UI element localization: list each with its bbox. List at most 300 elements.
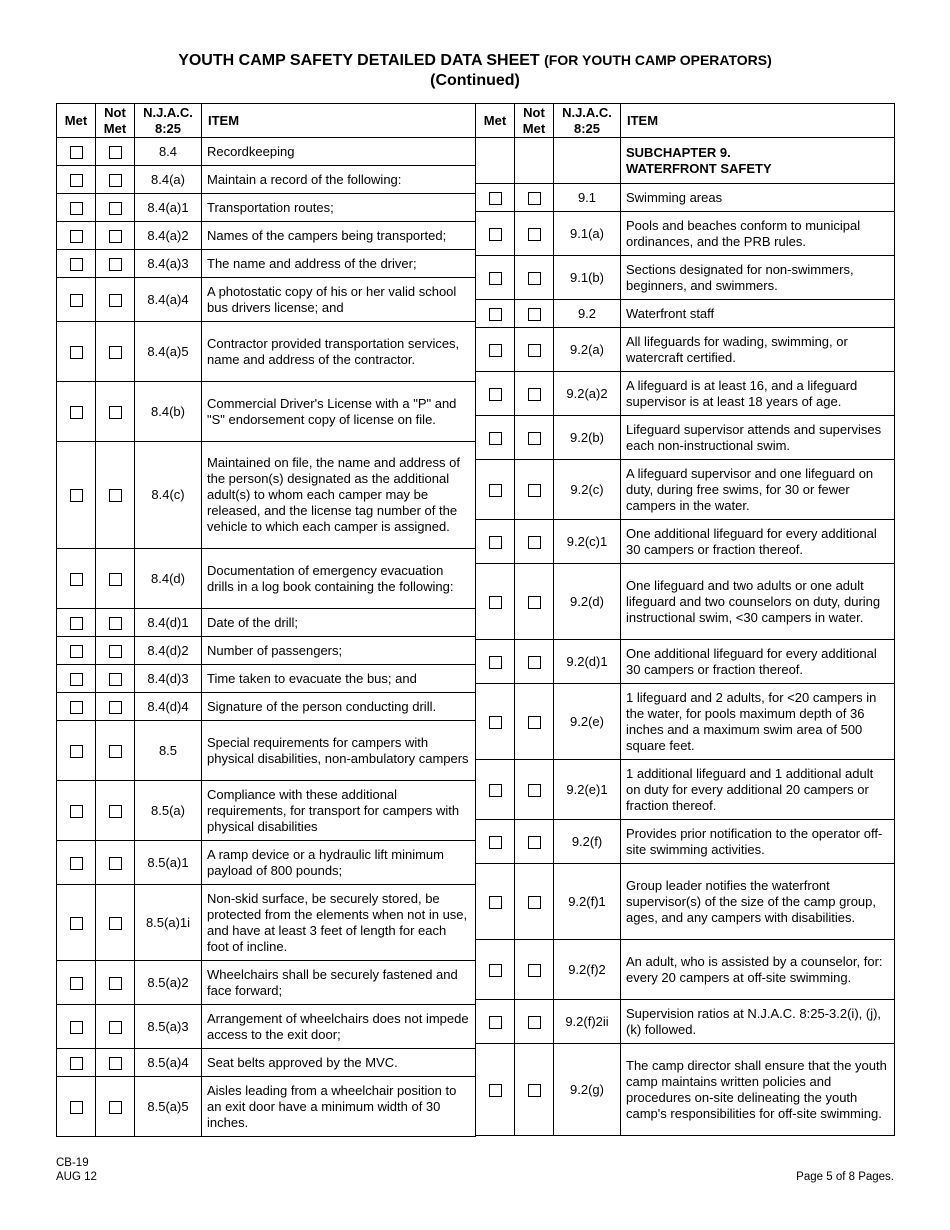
met-checkbox[interactable] (70, 1101, 83, 1114)
not-met-checkbox-cell (515, 184, 554, 212)
not-met-checkbox-cell (96, 1077, 135, 1137)
subchapter-heading (621, 138, 895, 184)
not-met-checkbox-cell (515, 760, 554, 820)
not-met-checkbox-cell (96, 278, 135, 322)
not-met-checkbox-cell (515, 564, 554, 640)
regulation-code: 9.2(f)2 (554, 940, 621, 1000)
item-description: One additional lifeguard for every additional 30 campers or fraction thereof. (621, 640, 895, 684)
met-checkbox-cell (476, 1044, 515, 1136)
met-checkbox[interactable] (70, 617, 83, 630)
met-checkbox-cell (476, 520, 515, 564)
not-met-checkbox-cell (515, 416, 554, 460)
subchapter-title: WATERFRONT SAFETY (626, 160, 772, 176)
item-description: 1 additional lifeguard and 1 additional adult on duty for every additional 20 campers or fraction thereof. (621, 760, 895, 820)
met-checkbox[interactable] (70, 406, 83, 419)
not-met-checkbox-cell (96, 637, 135, 665)
table-row (57, 961, 476, 1005)
regulation-code: 9.1(a) (554, 212, 621, 256)
not-met-checkbox-cell (515, 1044, 554, 1136)
regulation-code: 9.2(e) (554, 684, 621, 760)
not-met-checkbox-cell (515, 372, 554, 416)
item-description: The name and address of the driver; (202, 250, 476, 278)
met-checkbox-cell (476, 460, 515, 520)
met-checkbox-cell (476, 820, 515, 864)
not-met-checkbox[interactable] (528, 836, 541, 849)
item-description: Arrangement of wheelchairs does not impede access to the exit door; (202, 1005, 476, 1049)
item-description: Contractor provided transportation services, name and address of the contractor. (202, 322, 476, 382)
not-met-checkbox-cell (96, 138, 135, 166)
regulation-code: 8.4(d)3 (135, 665, 202, 693)
not-met-checkbox[interactable] (528, 344, 541, 357)
not-met-checkbox-cell (96, 442, 135, 549)
regulation-code: 9.2(a)2 (554, 372, 621, 416)
regulation-code: 8.4(c) (135, 442, 202, 549)
not-met-checkbox[interactable] (528, 784, 541, 797)
not-met-checkbox-cell (96, 609, 135, 637)
met-checkbox[interactable] (70, 745, 83, 758)
met-checkbox[interactable] (70, 673, 83, 686)
met-checkbox-cell (57, 549, 96, 609)
not-met-checkbox[interactable] (528, 716, 541, 729)
not-met-checkbox-cell (515, 328, 554, 372)
item-description: All lifeguards for wading, swimming, or watercraft certified. (621, 328, 895, 372)
met-checkbox-cell (57, 194, 96, 222)
not-met-checkbox-cell (96, 1049, 135, 1077)
item-description: Maintain a record of the following: (202, 166, 476, 194)
met-checkbox[interactable] (489, 228, 502, 241)
not-met-checkbox[interactable] (528, 536, 541, 549)
met-checkbox[interactable] (70, 917, 83, 930)
empty-cell (515, 138, 554, 184)
not-met-checkbox[interactable] (528, 656, 541, 669)
not-met-checkbox-cell (515, 212, 554, 256)
met-checkbox[interactable] (70, 857, 83, 870)
table-row (57, 609, 476, 637)
item-description: Group leader notifies the waterfront supervisor(s) of the size of the camp group, ages, and any campers with disabilities. (621, 864, 895, 940)
not-met-checkbox[interactable] (109, 573, 122, 586)
met-checkbox-cell (57, 138, 96, 166)
item-description: Seat belts approved by the MVC. (202, 1049, 476, 1077)
met-checkbox-cell (476, 940, 515, 1000)
item-description: A ramp device or a hydraulic lift minimum payload of 800 pounds; (202, 841, 476, 885)
not-met-checkbox[interactable] (109, 645, 122, 658)
not-met-checkbox-cell (515, 256, 554, 300)
regulation-code: 8.5(a)2 (135, 961, 202, 1005)
not-met-checkbox-cell (96, 322, 135, 382)
not-met-checkbox[interactable] (109, 346, 122, 359)
item-description: Aisles leading from a wheelchair position to an exit door have a minimum width of 30 inches. (202, 1077, 476, 1137)
not-met-checkbox[interactable] (528, 1084, 541, 1097)
regulation-code: 9.1 (554, 184, 621, 212)
right-table-body (476, 138, 895, 1136)
table-row (57, 693, 476, 721)
met-checkbox-cell (57, 222, 96, 250)
subchapter-heading-row (476, 138, 895, 184)
met-checkbox-cell (57, 961, 96, 1005)
table-row (476, 460, 895, 520)
regulation-code: 8.4(d)2 (135, 637, 202, 665)
not-met-checkbox[interactable] (528, 432, 541, 445)
not-met-checkbox[interactable] (109, 294, 122, 307)
met-checkbox[interactable] (489, 716, 502, 729)
item-description: Compliance with these additional requirements, for transport for campers with physical disabilities (202, 781, 476, 841)
regulation-code: 8.5(a)1i (135, 885, 202, 961)
met-checkbox-cell (476, 256, 515, 300)
met-checkbox[interactable] (489, 1084, 502, 1097)
not-met-checkbox[interactable] (109, 202, 122, 215)
empty-cell (476, 138, 515, 184)
table-row (476, 416, 895, 460)
not-met-checkbox[interactable] (109, 857, 122, 870)
table-row (476, 1044, 895, 1136)
met-checkbox[interactable] (70, 1021, 83, 1034)
met-checkbox-cell (57, 166, 96, 194)
met-checkbox-cell (476, 1000, 515, 1044)
met-checkbox[interactable] (70, 258, 83, 271)
item-description: The camp director shall ensure that the youth camp maintains written policies and procedures on-site delineating the youth camp's responsibilities for off-site swimming. (621, 1044, 895, 1136)
regulation-code: 9.2(f)1 (554, 864, 621, 940)
table-row (476, 300, 895, 328)
table-row (476, 940, 895, 1000)
met-checkbox[interactable] (70, 1057, 83, 1070)
not-met-checkbox[interactable] (109, 673, 122, 686)
not-met-checkbox[interactable] (109, 617, 122, 630)
not-met-checkbox-cell (515, 820, 554, 864)
met-checkbox[interactable] (70, 701, 83, 714)
regulation-code: 8.5 (135, 721, 202, 781)
table-row (57, 665, 476, 693)
met-checkbox-cell (57, 250, 96, 278)
item-description: Names of the campers being transported; (202, 222, 476, 250)
item-description: One additional lifeguard for every additional 30 campers or fraction thereof. (621, 520, 895, 564)
header-item: ITEM (202, 104, 476, 138)
met-checkbox[interactable] (489, 388, 502, 401)
met-checkbox-cell (57, 721, 96, 781)
met-checkbox-cell (57, 609, 96, 637)
right-checklist-table (475, 103, 895, 1136)
met-checkbox-cell (57, 637, 96, 665)
met-checkbox[interactable] (70, 977, 83, 990)
not-met-checkbox[interactable] (109, 917, 122, 930)
table-row (57, 549, 476, 609)
header-not-met: Not Met (515, 104, 554, 138)
table-row (476, 684, 895, 760)
not-met-checkbox-cell (515, 684, 554, 760)
not-met-checkbox-cell (96, 549, 135, 609)
regulation-code: 8.4(a)5 (135, 322, 202, 382)
left-header-row (57, 104, 476, 138)
header-met: Met (57, 104, 96, 138)
item-description: Recordkeeping (202, 138, 476, 166)
met-checkbox-cell (476, 300, 515, 328)
met-checkbox-cell (57, 885, 96, 961)
not-met-checkbox[interactable] (109, 1101, 122, 1114)
met-checkbox-cell (57, 665, 96, 693)
not-met-checkbox[interactable] (528, 896, 541, 909)
not-met-checkbox-cell (96, 885, 135, 961)
table-row (57, 637, 476, 665)
not-met-checkbox-cell (96, 222, 135, 250)
met-checkbox[interactable] (489, 964, 502, 977)
met-checkbox-cell (57, 781, 96, 841)
item-description: 1 lifeguard and 2 adults, for <20 campers in the water, for pools maximum depth of 36 inches and a maximum swim area of 500 square feet. (621, 684, 895, 760)
item-description: Number of passengers; (202, 637, 476, 665)
table-row (57, 1049, 476, 1077)
met-checkbox-cell (57, 1077, 96, 1137)
not-met-checkbox-cell (515, 300, 554, 328)
table-row (476, 212, 895, 256)
table-row (57, 278, 476, 322)
not-met-checkbox-cell (515, 864, 554, 940)
regulation-code: 9.2(e)1 (554, 760, 621, 820)
not-met-checkbox[interactable] (528, 272, 541, 285)
item-description: Swimming areas (621, 184, 895, 212)
not-met-checkbox[interactable] (109, 1057, 122, 1070)
regulation-code: 9.2 (554, 300, 621, 328)
met-checkbox[interactable] (489, 432, 502, 445)
met-checkbox[interactable] (70, 294, 83, 307)
table-row (476, 256, 895, 300)
item-description: A lifeguard supervisor and one lifeguard on duty, during free swims, for 30 or fewer campers in the water. (621, 460, 895, 520)
not-met-checkbox-cell (515, 1000, 554, 1044)
table-row (57, 1005, 476, 1049)
regulation-code: 9.2(a) (554, 328, 621, 372)
regulation-code: 9.2(c)1 (554, 520, 621, 564)
met-checkbox-cell (57, 1049, 96, 1077)
header-njac: N.J.A.C. 8:25 (554, 104, 621, 138)
table-row (476, 864, 895, 940)
met-checkbox[interactable] (70, 805, 83, 818)
met-checkbox-cell (57, 1005, 96, 1049)
not-met-checkbox[interactable] (528, 228, 541, 241)
header-njac: N.J.A.C. 8:25 (135, 104, 202, 138)
table-row (476, 372, 895, 416)
item-description: Maintained on file, the name and address of the person(s) designated as the additional adult(s) to whom each camper may be released, and the license tag number of the vehicle to which each camper is assigned. (202, 442, 476, 549)
not-met-checkbox-cell (96, 194, 135, 222)
table-row (476, 520, 895, 564)
header-met: Met (476, 104, 515, 138)
not-met-checkbox[interactable] (528, 1016, 541, 1029)
not-met-checkbox[interactable] (109, 174, 122, 187)
met-checkbox[interactable] (489, 344, 502, 357)
regulation-code: 8.5(a)3 (135, 1005, 202, 1049)
table-row (476, 328, 895, 372)
table-row (57, 166, 476, 194)
table-row (57, 1077, 476, 1137)
item-description: Time taken to evacuate the bus; and (202, 665, 476, 693)
not-met-checkbox-cell (515, 640, 554, 684)
regulation-code: 8.4(a) (135, 166, 202, 194)
right-header-row (476, 104, 895, 138)
page-title (0, 50, 950, 91)
item-description: Pools and beaches conform to municipal ordinances, and the PRB rules. (621, 212, 895, 256)
regulation-code: 8.5(a) (135, 781, 202, 841)
not-met-checkbox-cell (96, 382, 135, 442)
item-description: Sections designated for non-swimmers, beginners, and swimmers. (621, 256, 895, 300)
item-description: Provides prior notification to the operator off-site swimming activities. (621, 820, 895, 864)
not-met-checkbox[interactable] (109, 701, 122, 714)
item-description: Special requirements for campers with physical disabilities, non-ambulatory campers (202, 721, 476, 781)
not-met-checkbox[interactable] (109, 745, 122, 758)
regulation-code: 8.4(b) (135, 382, 202, 442)
regulation-code: 9.2(d) (554, 564, 621, 640)
not-met-checkbox[interactable] (109, 230, 122, 243)
met-checkbox[interactable] (489, 836, 502, 849)
not-met-checkbox[interactable] (109, 977, 122, 990)
met-checkbox-cell (57, 382, 96, 442)
left-checklist-table (56, 103, 476, 1137)
met-checkbox[interactable] (489, 896, 502, 909)
regulation-code: 9.2(c) (554, 460, 621, 520)
table-row (476, 564, 895, 640)
met-checkbox-cell (57, 693, 96, 721)
regulation-code: 9.2(d)1 (554, 640, 621, 684)
title-paren: (FOR YOUTH CAMP OPERATORS) (544, 52, 772, 68)
item-description: A photostatic copy of his or her valid school bus drivers license; and (202, 278, 476, 322)
table-row (476, 1000, 895, 1044)
table-row (57, 194, 476, 222)
met-checkbox[interactable] (489, 484, 502, 497)
item-description: Date of the drill; (202, 609, 476, 637)
met-checkbox[interactable] (489, 784, 502, 797)
met-checkbox-cell (476, 212, 515, 256)
not-met-checkbox-cell (96, 166, 135, 194)
met-checkbox-cell (476, 640, 515, 684)
met-checkbox[interactable] (70, 174, 83, 187)
not-met-checkbox[interactable] (109, 258, 122, 271)
item-description: Transportation routes; (202, 194, 476, 222)
met-checkbox[interactable] (70, 146, 83, 159)
item-description: Non-skid surface, be securely stored, be protected from the elements when not in use, and have at least 3 feet of length for each foot of incline. (202, 885, 476, 961)
met-checkbox[interactable] (70, 346, 83, 359)
item-description: Wheelchairs shall be securely fastened and face forward; (202, 961, 476, 1005)
not-met-checkbox[interactable] (528, 388, 541, 401)
not-met-checkbox-cell (96, 781, 135, 841)
not-met-checkbox[interactable] (109, 146, 122, 159)
table-row (476, 184, 895, 212)
regulation-code: 8.4(d)1 (135, 609, 202, 637)
met-checkbox[interactable] (489, 272, 502, 285)
met-checkbox-cell (57, 841, 96, 885)
not-met-checkbox[interactable] (528, 964, 541, 977)
met-checkbox-cell (476, 684, 515, 760)
item-description: Waterfront staff (621, 300, 895, 328)
met-checkbox[interactable] (489, 1016, 502, 1029)
regulation-code: 9.2(f)2ii (554, 1000, 621, 1044)
not-met-checkbox-cell (96, 841, 135, 885)
not-met-checkbox-cell (96, 1005, 135, 1049)
regulation-code: 8.5(a)4 (135, 1049, 202, 1077)
met-checkbox-cell (476, 416, 515, 460)
met-checkbox[interactable] (489, 308, 502, 321)
regulation-code: 9.2(f) (554, 820, 621, 864)
item-description: An adult, who is assisted by a counselor, for: every 20 campers at off-site swimming. (621, 940, 895, 1000)
not-met-checkbox-cell (96, 693, 135, 721)
table-row (57, 382, 476, 442)
title-main: YOUTH CAMP SAFETY DETAILED DATA SHEET (178, 52, 540, 69)
item-description: One lifeguard and two adults or one adult lifeguard and two counselors on duty, during instructional swim, <30 campers in water. (621, 564, 895, 640)
page-number: Page 5 of 8 Pages. (796, 1171, 894, 1183)
table-row (57, 841, 476, 885)
left-table-body (57, 138, 476, 1137)
not-met-checkbox-cell (515, 460, 554, 520)
regulation-code: 9.2(b) (554, 416, 621, 460)
met-checkbox-cell (476, 564, 515, 640)
not-met-checkbox[interactable] (109, 406, 122, 419)
regulation-code: 8.4(d) (135, 549, 202, 609)
form-identifier (56, 1156, 97, 1184)
not-met-checkbox[interactable] (109, 489, 122, 502)
item-description: Supervision ratios at N.J.A.C. 8:25-3.2(i), (j), (k) followed. (621, 1000, 895, 1044)
met-checkbox[interactable] (70, 202, 83, 215)
not-met-checkbox-cell (515, 520, 554, 564)
met-checkbox[interactable] (70, 573, 83, 586)
met-checkbox[interactable] (489, 536, 502, 549)
table-row (476, 820, 895, 864)
item-description: A lifeguard is at least 16, and a lifeguard supervisor is at least 18 years of age. (621, 372, 895, 416)
table-row (57, 721, 476, 781)
met-checkbox-cell (57, 322, 96, 382)
regulation-code: 8.5(a)5 (135, 1077, 202, 1137)
met-checkbox-cell (476, 372, 515, 416)
regulation-code: 8.5(a)1 (135, 841, 202, 885)
empty-cell (554, 138, 621, 184)
met-checkbox[interactable] (489, 192, 502, 205)
met-checkbox[interactable] (489, 656, 502, 669)
table-row (476, 640, 895, 684)
form-date: AUG 12 (56, 1171, 97, 1183)
met-checkbox[interactable] (70, 645, 83, 658)
not-met-checkbox-cell (96, 250, 135, 278)
met-checkbox[interactable] (70, 489, 83, 502)
table-row (57, 781, 476, 841)
header-item: ITEM (621, 104, 895, 138)
table-row (476, 760, 895, 820)
regulation-code: 8.4 (135, 138, 202, 166)
met-checkbox[interactable] (70, 230, 83, 243)
table-row (57, 442, 476, 549)
regulation-code: 9.2(g) (554, 1044, 621, 1136)
item-description: Signature of the person conducting drill. (202, 693, 476, 721)
met-checkbox-cell (476, 864, 515, 940)
form-code: CB-19 (56, 1157, 89, 1169)
not-met-checkbox[interactable] (528, 308, 541, 321)
item-description: Commercial Driver's License with a "P" and "S" endorsement copy of license on file. (202, 382, 476, 442)
regulation-code: 8.4(a)1 (135, 194, 202, 222)
met-checkbox-cell (476, 184, 515, 212)
regulation-code: 8.4(a)3 (135, 250, 202, 278)
not-met-checkbox[interactable] (109, 1021, 122, 1034)
not-met-checkbox-cell (96, 961, 135, 1005)
met-checkbox-cell (57, 278, 96, 322)
subchapter-number: SUBCHAPTER 9. (626, 144, 731, 160)
not-met-checkbox[interactable] (528, 484, 541, 497)
not-met-checkbox-cell (515, 940, 554, 1000)
met-checkbox-cell (476, 328, 515, 372)
table-row (57, 885, 476, 961)
table-row (57, 250, 476, 278)
met-checkbox-cell (57, 442, 96, 549)
table-row (57, 322, 476, 382)
title-continued: (Continued) (430, 72, 520, 89)
not-met-checkbox[interactable] (109, 805, 122, 818)
met-checkbox-cell (476, 760, 515, 820)
table-row (57, 138, 476, 166)
not-met-checkbox[interactable] (528, 596, 541, 609)
not-met-checkbox[interactable] (528, 192, 541, 205)
met-checkbox[interactable] (489, 596, 502, 609)
regulation-code: 8.4(a)2 (135, 222, 202, 250)
